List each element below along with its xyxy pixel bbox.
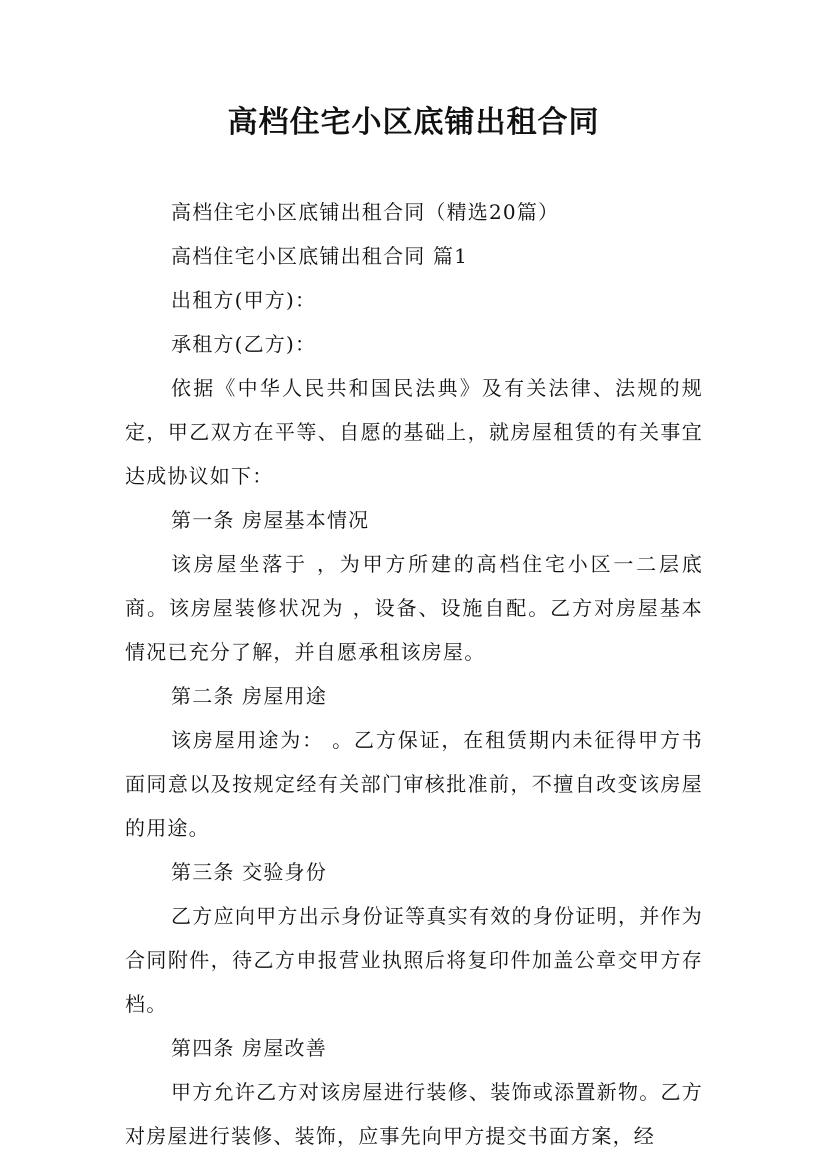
article-paragraph: 甲方允许乙方对该房屋进行装修、装饰或添置新物。乙方对房屋进行装修、装饰，应事先向甲方提交书面方案，经: [125, 1080, 703, 1148]
preamble-paragraph: 依据《中华人民共和国民法典》及有关法律、法规的规定，甲乙双方在平等、自愿的基础上，就房屋租赁的有关事宜达成协议如下：: [125, 376, 703, 488]
article-paragraph: 该房屋坐落于 ，为甲方所建的高档住宅小区一二层底商。该房屋装修状况为 ，设备、设施自配。乙方对房屋基本情况已充分了解，并自愿承租该房屋。: [125, 552, 703, 664]
article-heading: 第一条 房屋基本情况: [171, 508, 370, 532]
document-title: 高档住宅小区底铺出租合同: [227, 105, 600, 140]
article-paragraph: 该房屋用途为： 。乙方保证，在租赁期内未征得甲方书面同意以及按规定经有关部门审核批准前，不擅自改变该房屋的用途。: [125, 728, 703, 840]
lessor-field: 出租方(甲方)：: [171, 288, 317, 312]
article-heading: 第四条 房屋改善: [171, 1036, 327, 1060]
article-heading: 第三条 交验身份: [171, 860, 327, 884]
subtitle-paragraph: 高档住宅小区底铺出租合同（精选20篇）: [171, 200, 560, 224]
document-body: [125, 190, 703, 1158]
article-heading: 第二条 房屋用途: [171, 684, 327, 708]
lessee-field: 承租方(乙方)：: [171, 332, 317, 356]
section-heading: 高档住宅小区底铺出租合同 篇1: [171, 244, 469, 268]
article-paragraph: 乙方应向甲方出示身份证等真实有效的身份证明，并作为合同附件，待乙方申报营业执照后将复印件加盖公章交甲方存档。: [125, 904, 703, 1016]
